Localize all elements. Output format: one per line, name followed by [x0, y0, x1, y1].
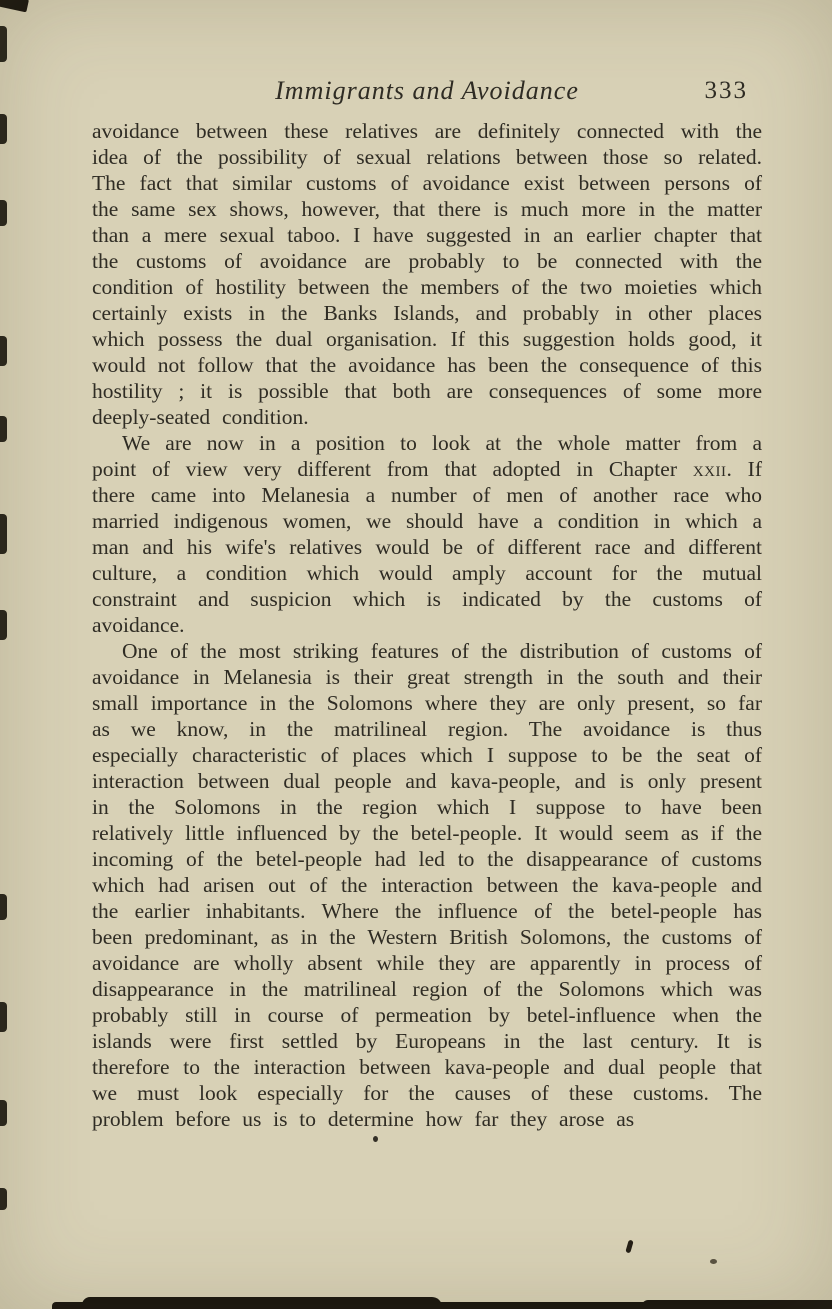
page-edge-mark: [0, 610, 7, 640]
running-title: Immigrants and Avoidance: [275, 76, 579, 105]
page-edge-mark: [0, 1100, 7, 1126]
chapter-numeral: xxii: [692, 457, 727, 481]
page-edge-mark: [0, 26, 7, 62]
page-edge-mark: [0, 200, 7, 226]
page-edge-mark: [0, 114, 7, 144]
ink-speck: [625, 1240, 633, 1254]
page-edge-mark: [0, 1002, 7, 1032]
page-edge-mark: [0, 514, 7, 554]
paragraph: [92, 118, 762, 430]
page-header: [92, 76, 762, 112]
bottom-edge-smudge: [642, 1300, 832, 1309]
page-number: 333: [704, 77, 748, 104]
page-edge-mark: [0, 336, 7, 366]
paragraph: [92, 430, 762, 638]
ink-speck: [373, 1136, 378, 1142]
page-edge-mark: [0, 1188, 7, 1210]
paragraph: [92, 638, 762, 1132]
page-edge-mark: [0, 894, 7, 920]
text-segment: avoidance between these relatives are definitely connected with the idea of the possibility of sexual relations between those so related. The fact that similar customs of avoidance exist between persons of the same sex shows, however, that there is much more in the matter than a mere sexual taboo. I have suggested in an earlier chapter that the customs of avoidance are probably to be connected with the condition of hostility between the members of the two moieties which certainly exists in the Banks Islands, and probably in other places which possess the dual organisation. If this suggestion holds good, it would not follow that the avoidance has been the consequence of this hostility ; it is possible that both are consequences of some more deeply-seated condition.: [92, 119, 762, 429]
text-segment: . If there came into Melanesia a number of men of another race who married indigenous women, we should have a condition in which a man and his wife's relatives would be of different race and different culture, a condition which would amply account for the mutual constraint and suspicion which is indicated by the customs of avoidance.: [92, 457, 762, 637]
text-segment: We are now in a position to look at the whole matter from a point of view very different from that adopted in Chapter: [92, 431, 762, 481]
ink-mark-top-left: [0, 0, 29, 12]
ink-speck: [710, 1259, 717, 1264]
bottom-edge-smudge: [82, 1297, 442, 1309]
text-segment: One of the most striking features of the distribution of customs of avoidance in Melanesia is their great strength in the south and their small importance in the Solomons where they are only present, so far as we know, in the matrilineal region. The avoidance is thus especially characteristic of places which I suppose to be the seat of interaction between dual people and kava-people, and is only present in the Solomons in the region which I suppose to have been relatively little influenced by the betel-people. It would seem as if the incoming of the betel-people had led to the disappearance of customs which had arisen out of the interaction between the kava-people and the earlier inhabitants. Where the influence of the betel-people has been predominant, as in the Western British Solomons, the customs of avoidance are wholly absent while they are apparently in process of disappearance in the matrilineal region of the Solomons which was probably still in course of permeation by betel-influence when the islands were first settled by Europeans in the last century. It is therefore to the interaction between kava-people and dual people that we must look especially for the causes of these customs. The problem before us is to determine how far they arose as: [92, 639, 762, 1131]
page-edge-mark: [0, 416, 7, 442]
page-body: [92, 118, 762, 1132]
